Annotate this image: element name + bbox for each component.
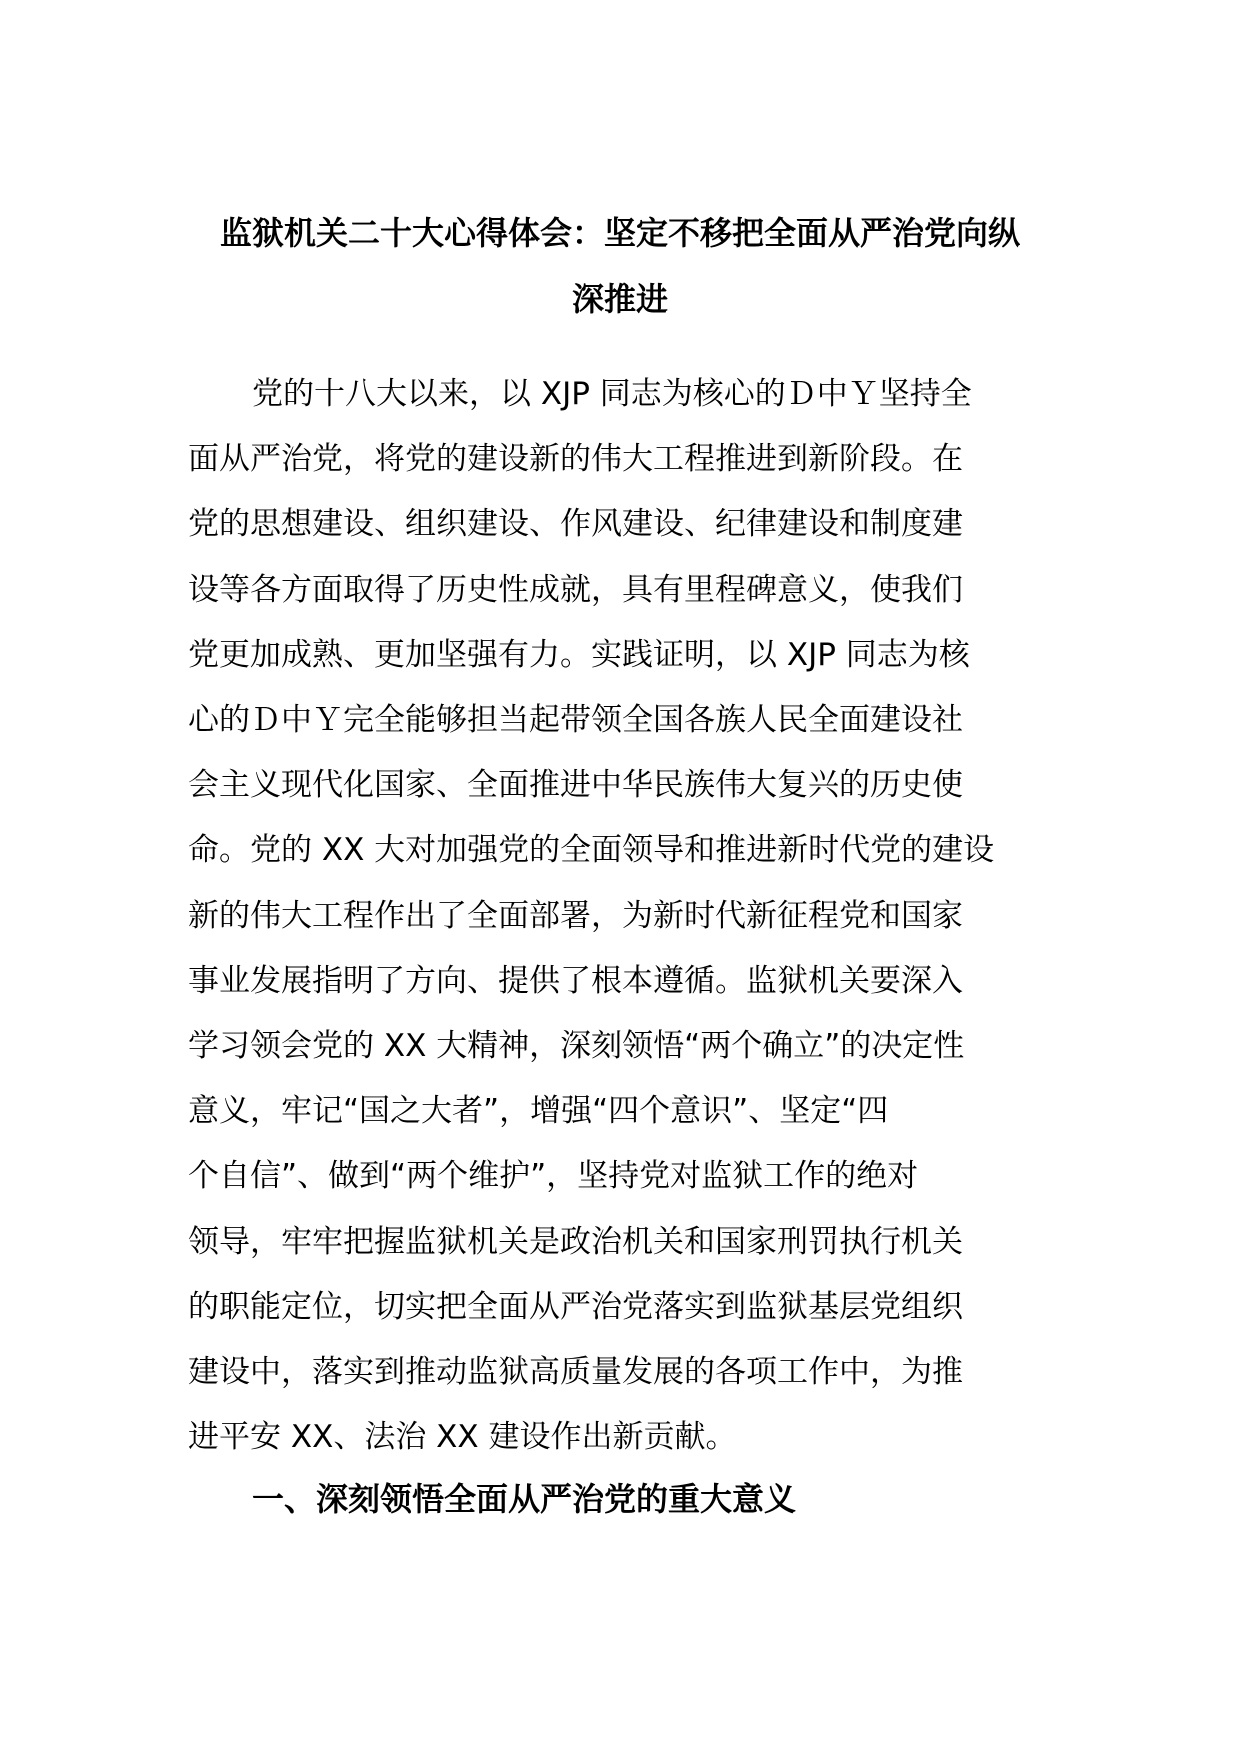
body-line: 个自信”、做到“两个维护”，坚持党对监狱工作的绝对	[188, 1158, 919, 1195]
body-line: 建设中，落实到推动监狱高质量发展的各项工作中，为推	[188, 1354, 963, 1391]
body-line: 学习领会党的 XX 大精神，深刻领悟“两个确立”的决定性	[188, 1028, 965, 1065]
document-title-line-2: 深推进	[571, 280, 668, 318]
body-line: 党更加成熟、更加坚强有力。实践证明，以 XJP 同志为核	[188, 636, 970, 673]
body-line: 心的Ｄ中Ｙ完全能够担当起带领全国各族人民全面建设社	[188, 702, 963, 739]
body-line: 意义，牢记“国之大者”，增强“四个意识”、坚定“四	[188, 1093, 889, 1130]
body-paragraph	[188, 362, 1068, 1470]
section-heading: 一、深刻领悟全面从严治党的重大意义	[252, 1480, 797, 1518]
body-line: 会主义现代化国家、全面推进中华民族伟大复兴的历史使	[188, 767, 963, 804]
body-line: 党的思想建设、组织建设、作风建设、纪律建设和制度建	[188, 506, 963, 543]
body-line: 领导，牢牢把握监狱机关是政治机关和国家刑罚执行机关	[188, 1223, 963, 1260]
body-line: 党的十八大以来，以 XJP 同志为核心的Ｄ中Ｙ坚持全	[252, 376, 972, 412]
body-line: 的职能定位，切实把全面从严治党落实到监狱基层党组织	[188, 1288, 963, 1325]
body-line: 进平安 XX、法治 XX 建设作出新贡献。	[188, 1419, 737, 1456]
body-line: 新的伟大工程作出了全面部署，为新时代新征程党和国家	[188, 897, 963, 934]
document-title	[190, 200, 1050, 332]
body-line: 命。党的 XX 大对加强党的全面领导和推进新时代党的建设	[188, 832, 995, 869]
body-line: 面从严治党，将党的建设新的伟大工程推进到新阶段。在	[188, 441, 963, 478]
body-line: 设等各方面取得了历史性成就，具有里程碑意义，使我们	[188, 571, 963, 608]
body-line: 事业发展指明了方向、提供了根本遵循。监狱机关要深入	[188, 962, 963, 999]
document-title-line-1: 监狱机关二十大心得体会：坚定不移把全面从严治党向纵	[219, 214, 1020, 252]
